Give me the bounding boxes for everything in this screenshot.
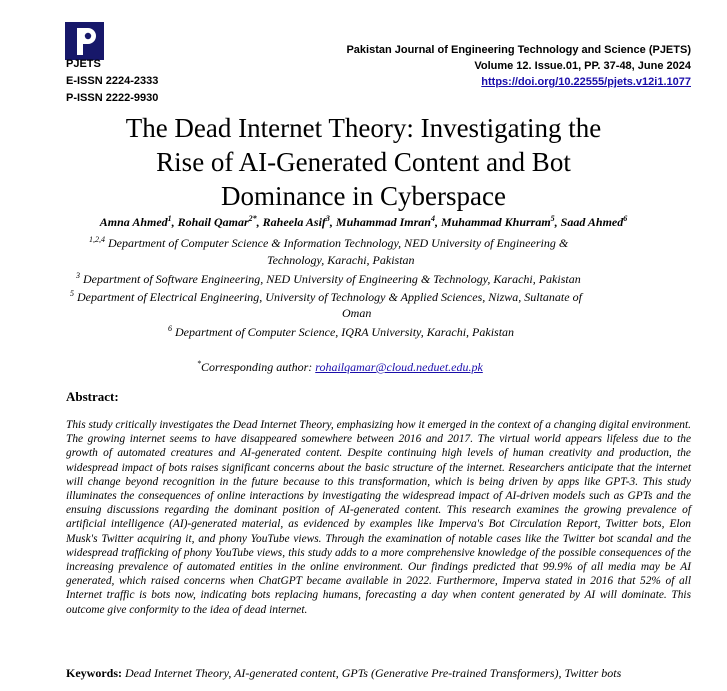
corresponding-author: *Corresponding author: rohailqamar@cloud.neduet.edu.pk <box>197 359 483 374</box>
affiliation-6: $^6$ Department of Computer Science, IQRA University, Karachi, Pakistan <box>168 324 515 339</box>
journal-volume: Volume 12. Issue.01, PP. 37-48, June 2024 <box>474 60 691 72</box>
affiliation-1: $^{1,2,4}$ Department of Computer Science & Information Technology, NED University of Engineering & <box>89 235 569 250</box>
affiliation-1-cont: Technology, Karachi, Pakistan <box>267 253 415 267</box>
author-list: Amna Ahmed$^1$, Rohail Qamar$^{2*}$, Raheela Asif$^3$, Muhammad Imran$^4$, Muhammad Khurram$^5$, Saad Ahmed$^6$ <box>99 214 628 229</box>
author-name: Muhammad Khurram <box>440 215 551 229</box>
author-name: Saad Ahmed <box>560 215 624 229</box>
logo-p-icon <box>65 22 104 60</box>
author-name: Raheela Asif <box>262 215 326 229</box>
affiliation-3: $^3$ Department of Software Engineering, NED University of Engineering & Technology, Karachi, Pakistan <box>76 271 581 286</box>
author-name: Amna Ahmed <box>99 215 168 229</box>
paper-title-line-3: Dominance in Cyberspace <box>221 181 506 211</box>
abstract-heading: Abstract: <box>66 389 119 404</box>
paper-title-line-1: The Dead Internet Theory: Investigating the <box>125 113 602 143</box>
doi-link[interactable]: https://doi.org/10.22555/pjets.v12i1.1077 <box>481 76 691 88</box>
journal-name: Pakistan Journal of Engineering Technology and Science (PJETS) <box>346 44 691 56</box>
abstract-body: This study critically investigates the Dead Internet Theory, emphasizing how it emerged in the context of a changing digital environment. The growing internet seems to have disappeared somewhere between 2016 and 2017. The virtual world appears lifeless due to the growth of automated creatures and AI-generated content. Despite continuing high levels of human creativity and production, the widespread impact of bots raises significant concerns about the basic structure of the internet. Researchers anticipate that the internet will change beyond recognition in the future because to this transformation, which is being driven by apps like GPT-3. This study illuminates the consequences of online interactions by investigating the widespread impact of AI-driven models such as GPTs and the ensuing discussions regarding the dominant position of AI-generated content. This research examines the growing prevalence of artificial intelligence (AI)-generated material, as evidenced by examples like Imperva's Bot Circulation Report, Twitter bots, Elon Musk's Twitter acquiring it, and phony YouTube views. Through the examination of notable cases like the Twitter bot scandal and the widespread trafficking of phony YouTube views, this study adds to a more comprehensive knowledge of the possible consequences of the increasing prevalence of automated entities in the online environment. Our findings predicted that 99.9% of all media may be AI generated, which raised concerns when ChatGPT became available in 2022. Furthermore, Imperva stated in 2016 that 52% of all Internet traffic is bots now, indicating bots replacing humans, forecasting a day when content generated by AI will dominate. This outcome give conformity to the idea of dead internet. <box>66 419 691 616</box>
affiliation-5: $^5$ Department of Electrical Engineering, University of Technology & Applied Sciences, Nizwa, Sultanate of <box>70 289 582 304</box>
author-name: Rohail Qamar <box>177 215 249 229</box>
logo-label: PJETS <box>66 58 101 70</box>
author-name: Muhammad Imran <box>335 215 431 229</box>
corresponding-email-link[interactable]: rohailqamar@cloud.neduet.edu.pk <box>315 360 483 374</box>
paper-title-line-2: Rise of AI-Generated Content and Bot <box>156 147 571 177</box>
eissn: E-ISSN 2224-2333 <box>66 75 159 87</box>
keywords: Keywords: Dead Internet Theory, AI-generated content, GPTs (Generative Pre-trained Transformers), Twitter bots <box>66 666 622 680</box>
journal-logo <box>65 22 104 60</box>
affiliation-5-cont: Oman <box>342 306 372 320</box>
pissn: P-ISSN 2222-9930 <box>66 92 159 104</box>
